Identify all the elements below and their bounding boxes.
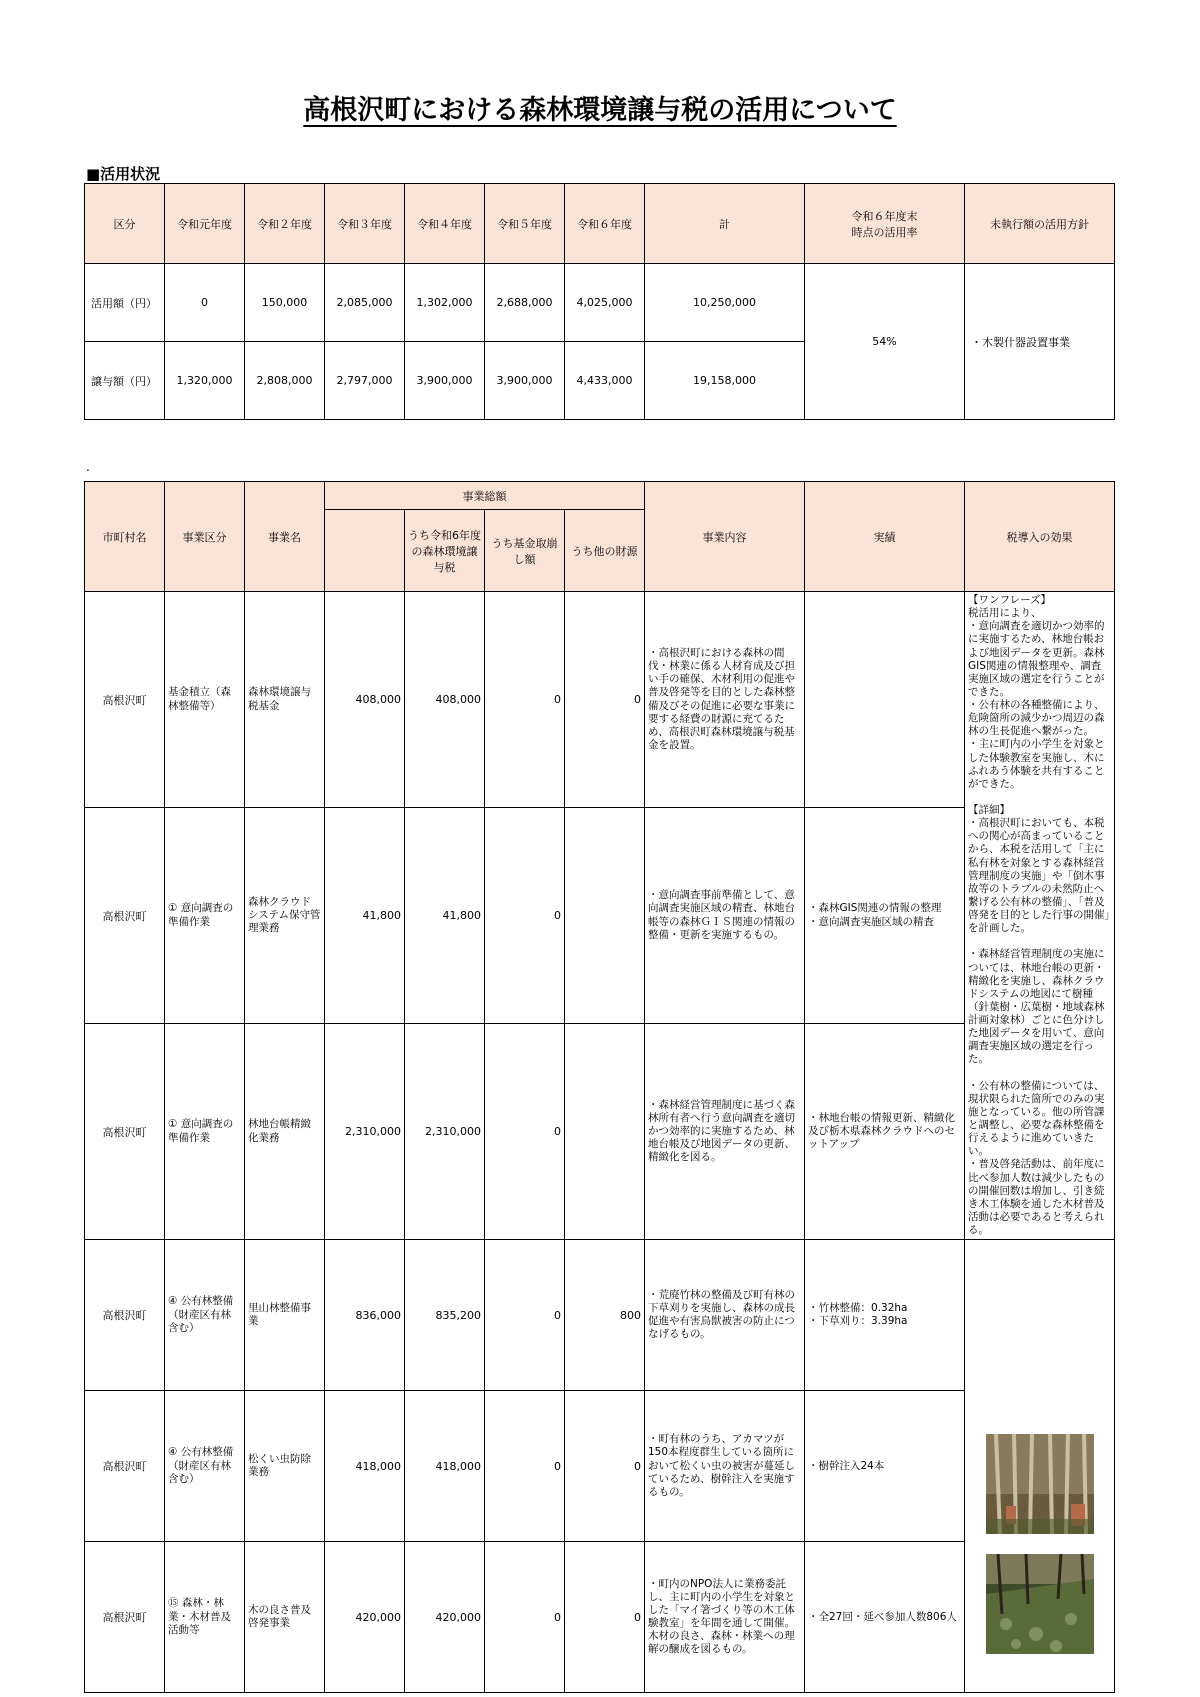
summary-header-cell: 計 bbox=[645, 184, 805, 264]
detail-header-row bbox=[85, 482, 1115, 510]
header-municipality: 市町村名 bbox=[85, 482, 165, 592]
summary-header-cell: 令和６年度末 時点の活用率 bbox=[805, 184, 965, 264]
effect-cell bbox=[965, 592, 1115, 1240]
summary-header-cell: 令和２年度 bbox=[245, 184, 325, 264]
header-content: 事業内容 bbox=[645, 482, 805, 592]
header-results: 実績 bbox=[805, 482, 965, 592]
name-cell: 森林クラウドシステム保守管理業務 bbox=[245, 808, 325, 1024]
project-detail-table bbox=[84, 481, 1115, 1693]
header-name: 事業名 bbox=[245, 482, 325, 592]
sub2-cell: 0 bbox=[485, 1391, 565, 1542]
content-cell: ・荒廃竹林の整備及び町有林の下草刈りを実施し、森林の成長促進や有害鳥獣被害の防止につなげるもの。 bbox=[645, 1240, 805, 1391]
sub2-cell: 0 bbox=[485, 1024, 565, 1240]
table-row bbox=[85, 1024, 1115, 1240]
sub1-cell: 418,000 bbox=[405, 1391, 485, 1542]
name-cell: 森林環境譲与税基金 bbox=[245, 592, 325, 808]
unexecuted-policy: ・木製什器設置事業 bbox=[965, 264, 1115, 420]
summary-header-cell: 区分 bbox=[85, 184, 165, 264]
name-cell: 木の良さ普及啓発事業 bbox=[245, 1542, 325, 1693]
category-cell: ⑮ 森林・林業・木材普及活動等 bbox=[165, 1542, 245, 1693]
value-cell: 1,320,000 bbox=[165, 342, 245, 420]
header-total: 事業総額 bbox=[325, 482, 645, 510]
table-row bbox=[85, 808, 1115, 1024]
value-cell: 3,900,000 bbox=[405, 342, 485, 420]
municipality-cell: 高根沢町 bbox=[85, 592, 165, 808]
sub3-cell: 800 bbox=[565, 1240, 645, 1391]
category-cell: ① 意向調査の準備作業 bbox=[165, 808, 245, 1024]
sub2-cell: 0 bbox=[485, 808, 565, 1024]
photo-cell bbox=[965, 1240, 1115, 1693]
total-cell: 408,000 bbox=[325, 592, 405, 808]
summary-header-cell: 未執行額の活用方針 bbox=[965, 184, 1115, 264]
header-total-blank bbox=[325, 510, 405, 592]
value-cell: 2,808,000 bbox=[245, 342, 325, 420]
value-cell: 2,688,000 bbox=[485, 264, 565, 342]
section-heading: ■活用状況 bbox=[86, 165, 161, 183]
effect-text: 【ワンフレーズ】 税活用により、 ・意向調査を適切かつ効率的に実施するため、林地台帳および地図データを更新。森林GIS関連の情報整理や、調査実施区域の選定を行うことができた。 ・公有林の各種整備により、危険箇所の減少かつ周辺の森林の生長促進へ繋がった。 ・主に町内の小学生を対象とした体験教室を実施し、木にふれあう体験を共有することができた。 【詳細】 ・高根沢町においても、本税への関心が高まっていることから、本税を活用して「主に私有林を対象とする森林経営管理制度の実施」や「倒木事故等のトラブルの未然防止へ繋げる公有林の整備」、「普及啓発を目的とした行事の開催」を計画した。 ・森林経営管理制度の実施については、林地台帳の更新・精緻化を実施し、森林クラウドシステムの地図にて樹種（針葉樹・広葉樹・地域森林計画対象林）ごとに色分けした地図データを用いて、意向調査実施区域の選定を行った。 ・公有林の整備については、現状限られた箇所でのみの実施となっている。他の所管課と調整し、必要な森林整備を行えるように進めていきたい。 ・普及啓発活動は、前年度に比べ参加人数は減少したものの開催回数は増加し、引き続き木工体験を通した木材普及活動は必要であると考えられる。 bbox=[968, 594, 1110, 1236]
table-row bbox=[85, 1391, 1115, 1542]
results-cell: ・竹林整備：0.32ha ・下草刈り：3.39ha bbox=[805, 1240, 965, 1391]
total-cell: 10,250,000 bbox=[645, 264, 805, 342]
summary-header-cell: 令和３年度 bbox=[325, 184, 405, 264]
sub1-cell: 408,000 bbox=[405, 592, 485, 808]
content-cell: ・町有林のうち、アカマツが150本程度群生している箇所において松くい虫の被害が蔓延しているため、樹幹注入を実施するもの。 bbox=[645, 1391, 805, 1542]
summary-header-cell: 令和５年度 bbox=[485, 184, 565, 264]
sub2-cell: 0 bbox=[485, 1542, 565, 1693]
sub3-cell: 0 bbox=[565, 1391, 645, 1542]
sub1-cell: 835,200 bbox=[405, 1240, 485, 1391]
summary-header-row bbox=[85, 184, 1115, 264]
table-row bbox=[85, 592, 1115, 808]
sub2-cell: 0 bbox=[485, 1240, 565, 1391]
summary-header-cell: 令和４年度 bbox=[405, 184, 485, 264]
value-cell: 4,025,000 bbox=[565, 264, 645, 342]
usage-rate: 54% bbox=[805, 264, 965, 420]
name-cell: 里山林整備事業 bbox=[245, 1240, 325, 1391]
header-sub2: うち基金取崩し額 bbox=[485, 510, 565, 592]
value-cell: 1,302,000 bbox=[405, 264, 485, 342]
name-cell: 松くい虫防除業務 bbox=[245, 1391, 325, 1542]
results-cell: ・樹幹注入24本 bbox=[805, 1391, 965, 1542]
value-cell: 150,000 bbox=[245, 264, 325, 342]
value-cell: 0 bbox=[165, 264, 245, 342]
total-cell: 2,310,000 bbox=[325, 1024, 405, 1240]
total-cell: 418,000 bbox=[325, 1391, 405, 1542]
content-cell: ・高根沢町における森林の間伐・林業に係る人材育成及び担い手の確保、木材利用の促進や普及啓発等を目的とした森林整備及びその促進に必要な事業に要する経費の財源に充てるため、高根沢町森林環境譲与税基金を設置。 bbox=[645, 592, 805, 808]
municipality-cell: 高根沢町 bbox=[85, 1542, 165, 1693]
summary-header-cell: 令和元年度 bbox=[165, 184, 245, 264]
sub3-cell: 0 bbox=[565, 592, 645, 808]
value-cell: 2,797,000 bbox=[325, 342, 405, 420]
results-cell: ・森林GIS関連の情報の整理 ・意向調査実施区域の精査 bbox=[805, 808, 965, 1024]
summary-row-used bbox=[85, 264, 1115, 342]
header-sub1: うち令和6年度の森林環境譲与税 bbox=[405, 510, 485, 592]
category-cell: 基金積立（森林整備等） bbox=[165, 592, 245, 808]
sub1-cell: 2,310,000 bbox=[405, 1024, 485, 1240]
table-row bbox=[85, 1240, 1115, 1391]
header-category: 事業区分 bbox=[165, 482, 245, 592]
results-cell bbox=[805, 592, 965, 808]
row-label: 活用額（円） bbox=[85, 264, 165, 342]
municipality-cell: 高根沢町 bbox=[85, 1240, 165, 1391]
municipality-cell: 高根沢町 bbox=[85, 1024, 165, 1240]
category-cell: ④ 公有林整備（財産区有林含む） bbox=[165, 1240, 245, 1391]
usage-summary-table bbox=[84, 183, 1115, 420]
name-cell: 林地台帳精緻化業務 bbox=[245, 1024, 325, 1240]
forest-slope-photo bbox=[986, 1554, 1094, 1654]
sub3-cell: 0 bbox=[565, 1542, 645, 1693]
results-cell: ・全27回・延べ参加人数806人 bbox=[805, 1542, 965, 1693]
page-title: 高根沢町における森林環境譲与税の活用について bbox=[303, 95, 897, 126]
separator-dot: . bbox=[86, 460, 90, 474]
summary-header-cell: 令和６年度 bbox=[565, 184, 645, 264]
category-cell: ① 意向調査の準備作業 bbox=[165, 1024, 245, 1240]
total-cell: 836,000 bbox=[325, 1240, 405, 1391]
content-cell: ・町内のNPO法人に業務委託し、主に町内の小学生を対象とした「マイ箸づくり等の木工体験教室」を年間を通して開催。木材の良さ、森林・林業への理解の醸成を図るもの。 bbox=[645, 1542, 805, 1693]
municipality-cell: 高根沢町 bbox=[85, 1391, 165, 1542]
sub3-cell bbox=[565, 1024, 645, 1240]
content-cell: ・森林経営管理制度に基づく森林所有者へ行う意向調査を適切かつ効率的に実施するため、林地台帳及び地図データの更新、精緻化を図る。 bbox=[645, 1024, 805, 1240]
content-cell: ・意向調査事前準備として、意向調査実施区域の精査、林地台帳等の森林ＧＩＳ関連の情報の整備・更新を実施するもの。 bbox=[645, 808, 805, 1024]
bamboo-forest-photo bbox=[986, 1434, 1094, 1534]
sub1-cell: 420,000 bbox=[405, 1542, 485, 1693]
table-row bbox=[85, 1542, 1115, 1693]
row-label: 譲与額（円） bbox=[85, 342, 165, 420]
results-cell: ・林地台帳の情報更新、精緻化及び栃木県森林クラウドへのセットアップ bbox=[805, 1024, 965, 1240]
value-cell: 4,433,000 bbox=[565, 342, 645, 420]
sub2-cell: 0 bbox=[485, 592, 565, 808]
sub1-cell: 41,800 bbox=[405, 808, 485, 1024]
value-cell: 3,900,000 bbox=[485, 342, 565, 420]
header-sub3: うち他の財源 bbox=[565, 510, 645, 592]
category-cell: ④ 公有林整備（財産区有林含む） bbox=[165, 1391, 245, 1542]
municipality-cell: 高根沢町 bbox=[85, 808, 165, 1024]
value-cell: 2,085,000 bbox=[325, 264, 405, 342]
total-cell: 420,000 bbox=[325, 1542, 405, 1693]
header-effect: 税導入の効果 bbox=[965, 482, 1115, 592]
total-cell: 19,158,000 bbox=[645, 342, 805, 420]
sub3-cell bbox=[565, 808, 645, 1024]
total-cell: 41,800 bbox=[325, 808, 405, 1024]
